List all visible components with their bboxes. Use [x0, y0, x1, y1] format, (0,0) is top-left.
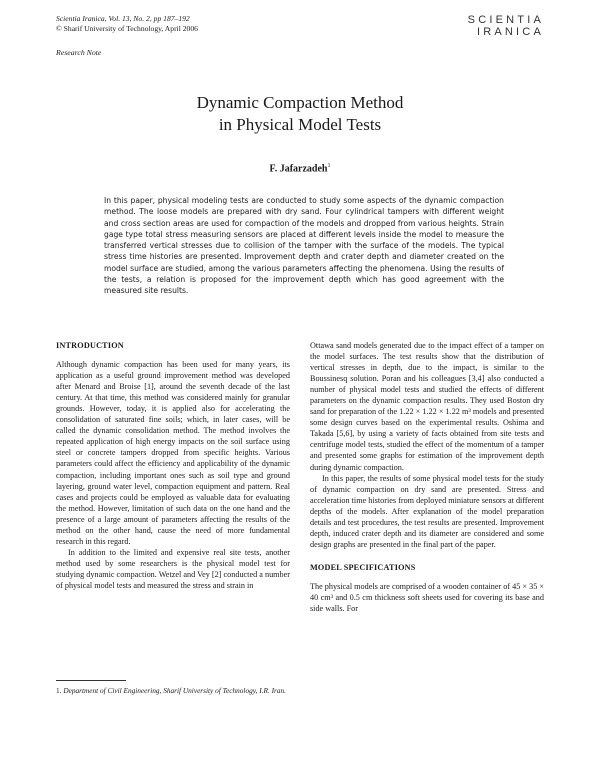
- author-footnote-mark: 1: [327, 163, 331, 169]
- paragraph: Ottawa sand models generated due to the impact effect of a tamper on the model surfaces. The test results show that the distribution of vertical stresses in depth, due to the impact, is similar to the Boussinesq solution. Poran and his colleagues [3,4] also conducted a number of physical model tests and studied the effects of different parameters on the dynamic compaction results. They used Boston dry sand for preparation of the 1.22 × 1.22 × 1.22 m³ models and presented some design curves based on the experimental results. Oshima and Takada [5,6], by using a variety of facts obtained from site tests and centrifuge model tests, studied the effect of the momentum of a tamper and presented some graphs for estimation of the improvement depth during dynamic compaction.: [310, 341, 544, 472]
- journal-logo: [468, 14, 544, 38]
- paragraph: Although dynamic compaction has been used for many years, its application as a useful ground improvement method was developed after Menard and Broise [1], around the seventh decade of the last century. At that time, this method was considered mainly for granular grounds. However, today, it is applied also for accelerating the consolidation of saturated fine soils; which, in later cases, will be called the dynamic consolidation method. The method involves the repeated application of high energy impacts on the soil surface using steel or concrete tampers dropped from specific heights. Various parameters could affect the efficiency and applicability of the dynamic compaction, including important ones such as soil type and ground layering, ground water level, compaction equipment and pattern. Real cases and projects could be employed as valuable data for evaluating the method. However, limitation of such data on the one hand and the presence of a large amount of parameters affecting the results of the method on the other hand, cause the need of more fundamental research in this regard.: [56, 360, 290, 546]
- author-name: F. Jafarzadeh: [269, 163, 328, 175]
- paper-title: [0, 92, 600, 136]
- paragraph: In addition to the limited and expensive real site tests, another method used by some researchers is the physical model test for studying dynamic compaction. Wetzel and Vey [2] conducted a number of physical model tests and measured the stress and strain in: [56, 547, 290, 590]
- article-type: Research Note: [56, 48, 102, 57]
- paragraph: The physical models are comprised of a wooden container of 45 × 35 × 40 cm³ and 0.5 cm thickness soft sheets used for covering its base and side walls. For: [310, 581, 544, 614]
- footnote: [56, 686, 290, 695]
- left-column: [56, 340, 290, 591]
- paragraph: In this paper, the results of some physical model tests for the study of dynamic compaction on dry sand are presented. Stress and acceleration time histories from deployed miniature sensors at different depths of the models. After explanation of the model preparation details and test procedures, the test results are presented. Improvement depth, induced crater depth and its diameter are considered and some design graphs are presented in the final part of the paper.: [310, 473, 544, 549]
- logo-line-2: IRANICA: [476, 26, 544, 38]
- section-heading-introduction: INTRODUCTION: [56, 341, 124, 350]
- right-column: [310, 340, 544, 614]
- section-heading-model-specifications: MODEL SPECIFICATIONS: [310, 562, 416, 572]
- title-line-1: Dynamic Compaction Method: [196, 93, 404, 112]
- footnote-text: Department of Civil Engineering, Sharif University of Technology, I.R. Iran.: [63, 686, 286, 695]
- copyright-line: © Sharif University of Technology, April 2006: [56, 23, 198, 33]
- footnote-number: 1.: [56, 686, 62, 695]
- journal-header: [56, 14, 198, 33]
- author: [0, 163, 600, 174]
- footnote-divider: [56, 680, 126, 681]
- abstract: In this paper, physical modeling tests are conducted to study some aspects of the dynamic compaction method. The loose models are prepared with dry sand. Four cylindrical tampers with different weight and cross section areas are used for compaction of the models and dropped from various heights. Strain gage type total stress measuring sensors are placed at different levels inside the model to measure the transferred vertical stresses due to collision of the tamper with the surface of the models. The typical stress time histories are presented. Improvement depth and crater depth and diameter created on the model surface are studied, among the various parameters affecting the phenomena. Using the results of the tests, a relation is proposed for the improvement depth which has good agreement with the measured site results.: [104, 196, 504, 296]
- journal-citation: Scientia Iranica, Vol. 13, No. 2, pp 187–192: [56, 14, 190, 23]
- logo-line-1: SCIENTIA: [467, 14, 544, 26]
- title-line-2: in Physical Model Tests: [218, 115, 382, 134]
